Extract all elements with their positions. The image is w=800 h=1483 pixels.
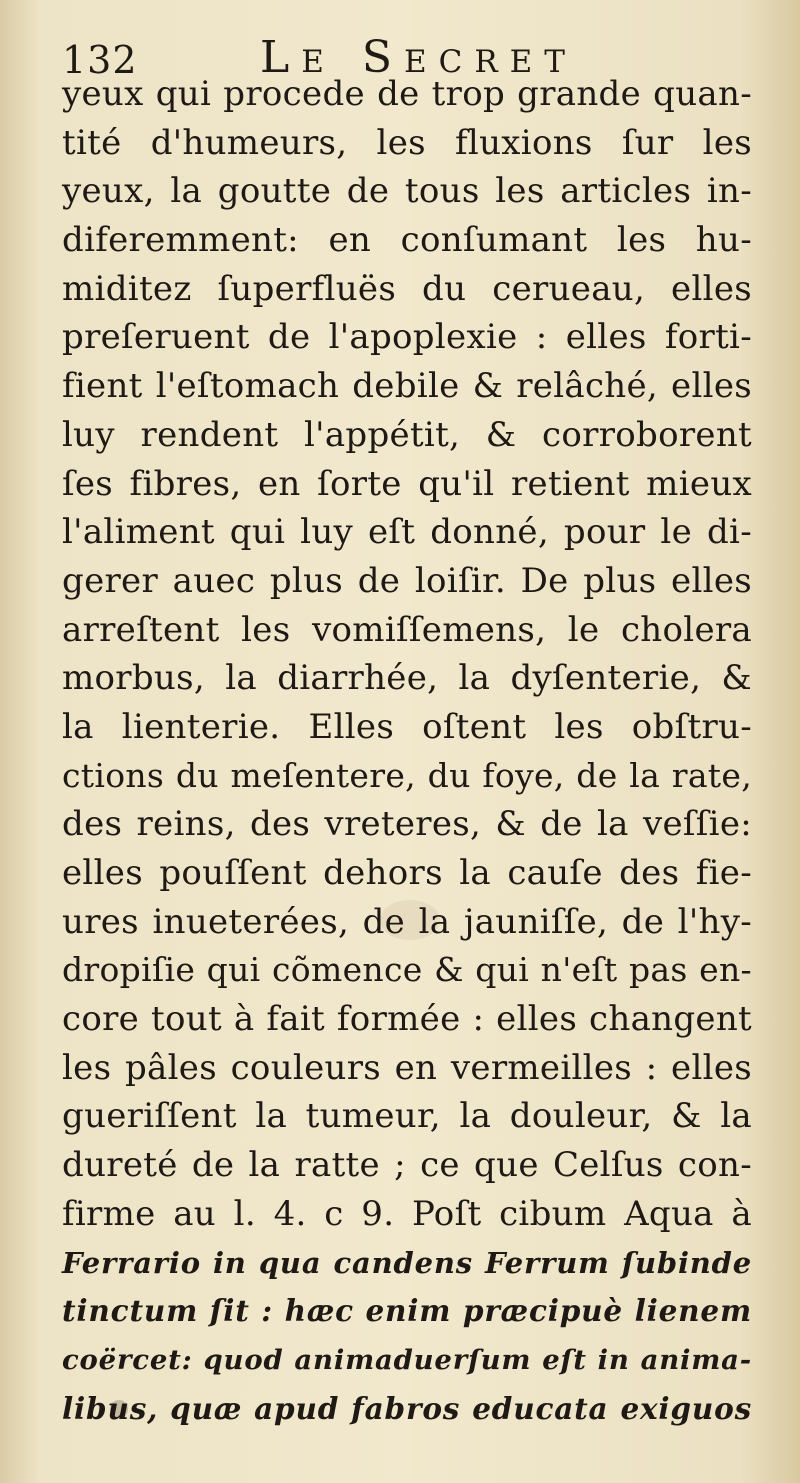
text-line: arreſtent les vomiſſemens, le cholera <box>62 609 752 650</box>
text-line: luy rendent l'appétit, & corroborent <box>62 414 752 455</box>
text-line: gerer auec plus de loiſir. De plus elles <box>62 560 752 601</box>
text-line: diferemment: en conſumant les hu- <box>62 220 752 261</box>
text-line: preſeruent de l'apoplexie : elles forti- <box>62 317 752 358</box>
text-line: dropiſie qui cõmence & qui n'eſt pas en- <box>62 950 752 990</box>
text-line: dureté de la ratte ; ce que Celſus con- <box>62 1145 752 1186</box>
text-line: fient l'eſtomach debile & relâché, elles <box>62 366 752 407</box>
latin-quote-line: tinctum ſit : hæc enim præcipuè lienem <box>62 1293 752 1329</box>
page-number: 132 <box>62 38 138 82</box>
text-line: la lienterie. Elles oſtent les obſtru- <box>62 706 752 747</box>
text-line: morbus, la diarrhée, la dyſenterie, & <box>62 658 752 699</box>
text-line: tité d'humeurs, les fluxions ſur les <box>62 122 752 163</box>
latin-quote-line: Ferrario in qua candens Ferrum ſubinde <box>62 1245 752 1280</box>
text-line: des reins, des vreteres, & de la veſſie: <box>62 804 752 845</box>
text-line: elles pouſſent dehors la cauſe des fie- <box>62 853 752 893</box>
text-line: les pâles couleurs en vermeilles : elles <box>62 1047 752 1088</box>
text-line: miditez ſuperfluës du cerueau, elles <box>62 268 752 309</box>
text-line: firme au l. 4. c 9. Poſt cibum Aqua à <box>62 1193 752 1234</box>
text-line: ſes fibres, en ſorte qu'il retient mieux <box>62 463 752 504</box>
text-line: l'aliment qui luy eſt donné, pour le di- <box>62 512 752 553</box>
running-head: Le Secret <box>260 32 577 83</box>
latin-quote-line: coërcet: quod animaduerſum eſt in anima- <box>62 1343 752 1376</box>
text-line: yeux, la goutte de tous les articles in- <box>62 171 752 212</box>
body-text <box>62 70 752 1433</box>
latin-quote-line: libus, quæ apud fabros educata exiguos <box>62 1390 752 1426</box>
text-line: yeux qui procede de trop grande quan- <box>62 74 752 114</box>
text-line: core tout à fait formée : elles changent <box>62 999 752 1040</box>
text-line: ures inueterées, de la jauniſſe, de l'hy- <box>62 901 752 942</box>
text-line: ctions du meſentere, du foye, de la rate, <box>62 755 752 795</box>
text-line: gueriſſent la tumeur, la douleur, & la <box>62 1096 752 1137</box>
